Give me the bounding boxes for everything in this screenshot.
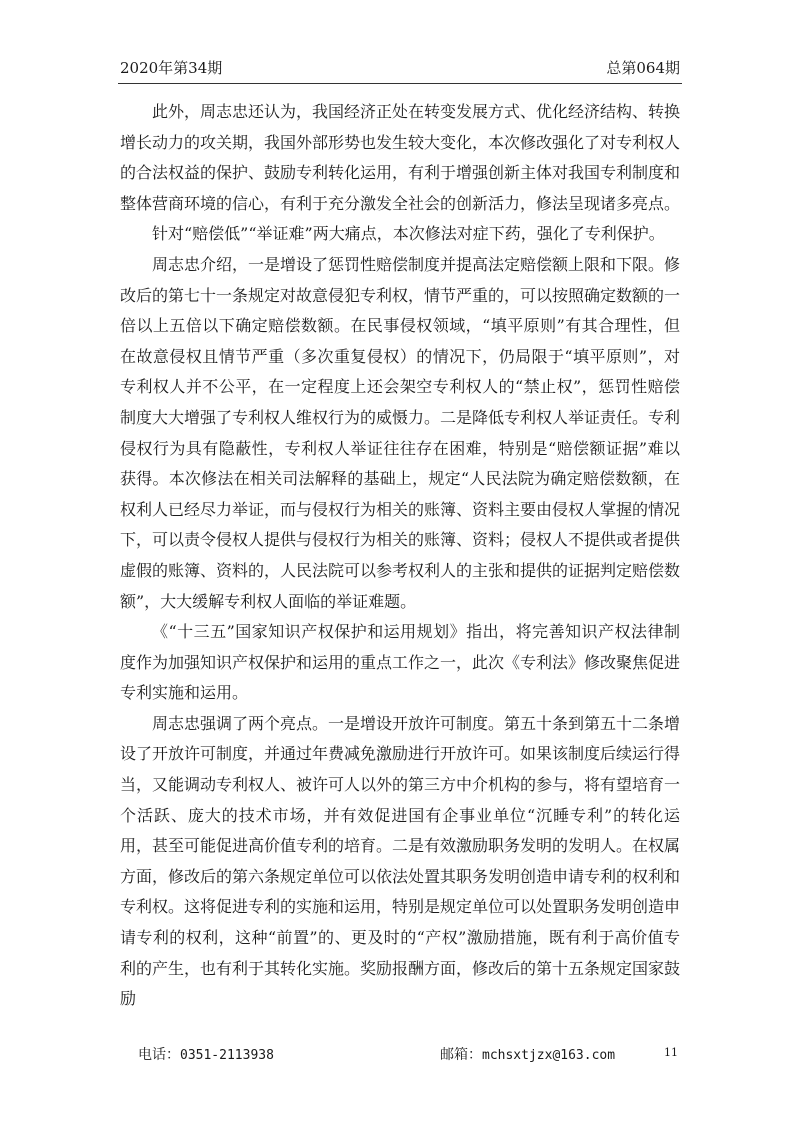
article-body	[120, 97, 680, 1015]
phone-number: 0351-2113938	[180, 1048, 274, 1063]
paragraph: 针对“赔偿低”“举证难”两大痛点，本次修法对症下药，强化了专利保护。	[152, 224, 665, 244]
footer-phone	[138, 1045, 274, 1065]
paragraph: 周志忠强调了两个亮点。一是增设开放许可制度。第五十条到第五十二条增设了开放许可制度，并通过年费减免激励进行开放许可。如果该制度后续运行得当，又能调动专利权人、被许可人以外的第三方中介机构的参与，将有望培育一个活跃、庞大的技术市场，并有效促进国有企事业单位“沉睡专利”的转化运用，甚至可能促进高价值专利的培育。二是有效激励职务发明的发明人。在权属方面，修改后的第六条规定单位可以依法处置其职务发明创造申请专利的权利和专利权。这将促进专利的实施和运用，特别是规定单位可以处置职务发明创造申请专利的权利，这种“前置”的、更及时的“产权”激励措施，既有利于高价值专利的产生，也有利于其转化实施。奖励报酬方面，修改后的第十五条规定国家鼓励	[120, 713, 681, 1009]
page-header	[120, 58, 680, 80]
phone-label: 电话：	[138, 1047, 180, 1063]
paragraph: 周志忠介绍，一是增设了惩罚性赔偿制度并提高法定赔偿额上限和下限。修改后的第七十一条规定对故意侵犯专利权，情节严重的，可以按照确定数额的一倍以上五倍以下确定赔偿数额。在民事侵权领域，“填平原则”有其合理性，但在故意侵权且情节严重（多次重复侵权）的情况下，仍局限于“填平原则”，对专利权人并不公平，在一定程度上还会架空专利权人的“禁止权”，惩罚性赔偿制度大大增强了专利权人维权行为的威慑力。二是降低专利权人举证责任。专利侵权行为具有隐蔽性，专利权人举证往往存在困难，特别是“赔偿额证据”难以获得。本次修法在相关司法解释的基础上，规定“人民法院为确定赔偿数额，在权利人已经尽力举证，而与侵权行为相关的账簿、资料主要由侵权人掌握的情况下，可以责令侵权人提供与侵权行为相关的账簿、资料；侵权人不提供或者提供虚假的账簿、资料的，人民法院可以参考权利人的主张和提供的证据判定赔偿数额”，大大缓解专利权人面临的举证难题。	[120, 254, 681, 611]
email-address: mchsxtjzx@163.com	[482, 1048, 616, 1063]
footer-email	[440, 1045, 615, 1065]
paragraph: 此外，周志忠还认为，我国经济正处在转变发展方式、优化经济结构、转换增长动力的攻关期，我国外部形势也发生较大变化，本次修改强化了对专利权人的合法权益的保护、鼓励专利转化运用，有利于增强创新主体对我国专利制度和整体营商环境的信心，有利于充分激发全社会的创新活力，修法呈现诸多亮点。	[120, 102, 681, 213]
total-issue-number: 总第064期	[606, 59, 680, 77]
issue-number: 2020年第34期	[120, 59, 223, 77]
page-number: 11	[664, 1046, 678, 1059]
header-rule	[118, 83, 682, 84]
paragraph: 《“十三五”国家知识产权保护和运用规划》指出，将完善知识产权法律制度作为加强知识产权保护和运用的重点工作之一，此次《专利法》修改聚焦促进专利实施和运用。	[120, 622, 681, 703]
email-label: 邮箱：	[440, 1047, 482, 1063]
